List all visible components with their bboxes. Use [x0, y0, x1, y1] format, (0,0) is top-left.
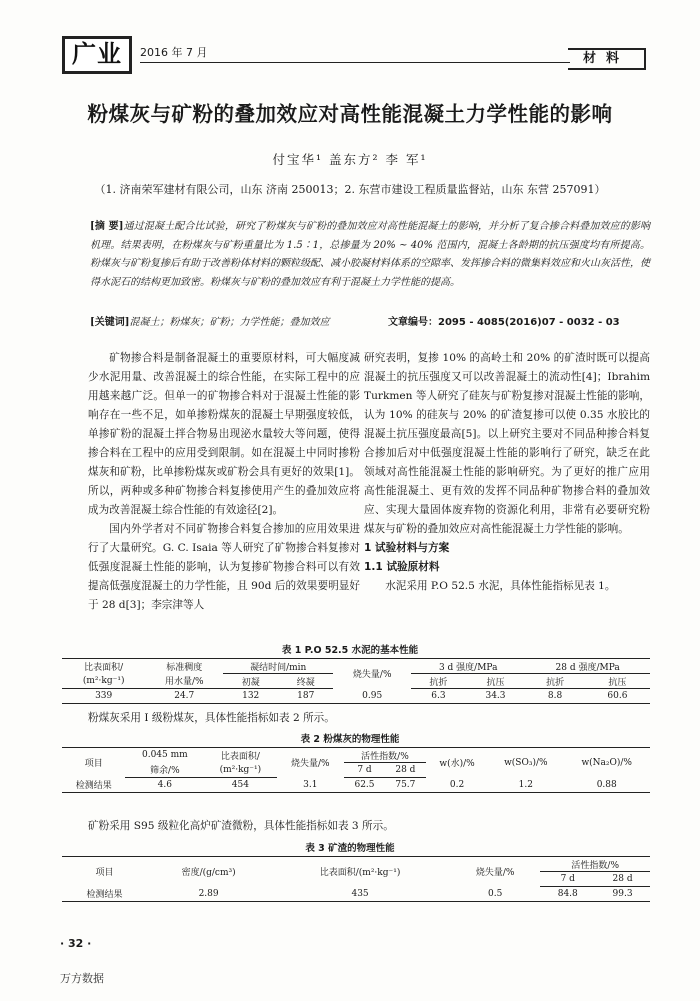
table3-cell: 84.8: [557, 889, 578, 899]
abstract: [90, 218, 650, 292]
table3-header: 活性指数/%: [540, 857, 650, 872]
body-column-left: [88, 349, 360, 615]
table3-header: 比表面积/(m²·kg⁻¹): [319, 868, 401, 879]
table3-caption: 表 3 矿渣的物理性能: [305, 843, 395, 854]
body-paragraph: 水泥采用 P.O 52.5 水泥，具体性能指标见表 1。: [385, 580, 616, 592]
body-paragraph: 矿物掺合料是制备混凝土的重要原材料，可大幅度减少水泥用量、改善混凝土的综合性能，在实际工程中的应用越来越广泛。但单一的矿物掺合料对于混凝土性能的影响存在一些不足，如单掺粉煤灰的混凝土早期强度较低，单掺矿粉的混凝土拌合物易出现泌水量较大等问题，使得掺合料在工程中的应用受到限制。如在混凝土中同时掺粉煤灰和矿粉，比单掺粉煤灰或矿粉会具有更好的效果[1]。所以，两种或多种矿物掺合料复掺使用产生的叠加效应将成为改善混凝土综合性能的有效途径[2]。: [88, 352, 360, 516]
affiliation: （1. 济南荣军建材有限公司，山东 济南 250013；2. 东营市建设工程质量监督站，山东 东营 257091）: [94, 183, 606, 196]
footer-watermark: 万方数据: [60, 972, 104, 985]
body-paragraph: 国内外学者对不同矿物掺合料复合掺加的应用效果进行了大量研究。G. C. Isaia 等人研究了矿物掺合料复掺对低强度混凝土性能的影响，认为复掺矿物掺合料可以有效提高低强度混凝土的力学性能，且 90d 后的效果要明显好于 28 d[3]；李宗津等人: [88, 523, 360, 611]
table2-header: 筛余/%: [125, 763, 204, 778]
table3-cell: 检测结果: [86, 890, 123, 901]
table1-header: 抗折: [525, 674, 585, 689]
header-date: 2016 年 7 月: [140, 46, 208, 59]
abstract-label: [摘 要]: [90, 221, 124, 232]
table1-cell: 187: [297, 691, 315, 701]
table3-cell: 99.3: [612, 889, 633, 899]
table2-cell: 454: [231, 780, 249, 790]
table1-cell: 24.7: [174, 691, 195, 701]
table2-cell: 3.1: [303, 779, 318, 790]
table2-header: w(SO₃)/%: [504, 757, 548, 768]
keywords-text: 混凝土；粉煤灰；矿粉；力学性能；叠加效应: [129, 317, 330, 328]
table-row: [62, 778, 650, 793]
table2-header: w(水)/%: [439, 759, 475, 770]
table2-header: 7 d: [344, 763, 385, 778]
table2-header: 活性指数/%: [344, 748, 426, 763]
table2: [62, 747, 650, 793]
table1-header: 抗压: [466, 674, 526, 689]
table2-header: 28 d: [385, 763, 426, 778]
table1-header: 初凝: [223, 674, 278, 689]
table1-caption: 表 1 P.O 52.5 水泥的基本性能: [281, 645, 419, 656]
table3-header: 28 d: [595, 872, 650, 887]
table1-cell: 0.95: [362, 690, 383, 701]
table1-header: 终凝: [278, 674, 333, 689]
table-row: [62, 689, 650, 704]
section-heading: 1 试验材料与方案: [364, 542, 450, 554]
header-rule: [140, 62, 570, 63]
table3-cell: 2.89: [198, 888, 219, 899]
table2-cell: 75.7: [395, 780, 416, 790]
table1-header: 抗压: [585, 674, 650, 689]
journal-logo: 广业: [62, 36, 132, 74]
table2-cell: 4.6: [157, 780, 172, 790]
body-column-right: [364, 349, 650, 596]
table1-header: 28 d 强度/MPa: [525, 659, 650, 674]
table3-cell: 435: [351, 888, 369, 899]
table2-cell: 1.2: [518, 779, 533, 790]
authors: 付宝华¹ 盖东方² 李 军¹: [272, 152, 428, 167]
table1-cell: 60.6: [607, 691, 628, 701]
table1-header: 比表面积/: [84, 662, 124, 673]
table1-header: (m²·kg⁻¹): [62, 674, 145, 689]
table2-header: 烧失量/%: [291, 759, 330, 770]
body-paragraph: 粉煤灰采用 I 级粉煤灰，具体性能指标如表 2 所示。: [88, 712, 335, 724]
table1-cell: 6.3: [431, 691, 446, 701]
body-paragraph: 研究表明，复掺 10% 的高岭土和 20% 的矿渣时既可以提高混凝土的抗压强度又可以改善混凝土的流动性[4]；Ibrahim Turkmen 等人研究了硅灰与矿粉复掺对混凝土性能的影响，认为 10% 的硅灰与 20% 的矿渣复掺可以使 0.35 水胶比的混凝土抗压强度最高[5]。以上研究主要对不同品种掺合料复合掺加后对中低强度混凝土性能的影响行了研究，缺乏在此领域对高性能混凝土性能的影响研究。为了更好的推广应用高性能混凝土、更有效的发挥不同品种矿物掺合料的叠加效应、实现大量固体废弃物的资源化利用，非常有必要研究粉煤灰与矿粉的叠加效应对高性能混凝土力学性能的影响。: [364, 352, 650, 535]
table-row: [62, 887, 650, 902]
table2-cell: 0.2: [449, 779, 465, 790]
table1-cell: 8.8: [547, 691, 563, 701]
table2-cell: 检测结果: [75, 781, 112, 792]
table1-header: 标准稠度: [166, 662, 203, 673]
abstract-text: 通过混凝土配合比试验，研究了粉煤灰与矿粉的叠加效应对高性能混凝土的影响，并分析了复合掺合料叠加效应的影响机理。结果表明，在粉煤灰与矿粉重量比为 1.5∶1，总掺量为 20% ~ 40% 范围内，混凝土各龄期的抗压强度均有所提高。粉煤灰与矿粉复掺后有助于改善粉体材料的颗粒级配、减小胶凝材料体系的空隙率、发挥掺合料的微集料效应和火山灰活性，使得水泥石的结构更加致密。粉煤灰与矿粉的叠加效应有利于混凝土力学性能的提高。: [90, 221, 650, 288]
page-number: · 32 ·: [60, 937, 92, 950]
table3-header: 7 d: [540, 872, 595, 887]
paper-title: 粉煤灰与矿粉的叠加效应对高性能混凝土力学性能的影响: [87, 102, 613, 126]
table2-header: 比表面积/: [220, 751, 260, 762]
table1-header: 抗折: [411, 674, 466, 689]
table2-cell: 62.5: [354, 780, 375, 790]
table2-cell: 0.88: [596, 779, 617, 790]
table2-caption: 表 2 粉煤灰的物理性能: [300, 734, 400, 745]
table2-header: 项目: [84, 759, 103, 770]
table1-cell: 339: [95, 691, 113, 701]
table3-header: 项目: [95, 868, 114, 879]
table3-cell: 0.5: [488, 888, 503, 899]
table3-header: 烧失量/%: [475, 868, 515, 879]
keywords-label: [关键词]: [90, 317, 130, 328]
table1-cell: 132: [242, 691, 260, 701]
table3: [62, 856, 650, 902]
table2-header: (m²·kg⁻¹): [204, 763, 276, 778]
header-section: 材料: [568, 48, 646, 70]
table1-header: 3 d 强度/MPa: [411, 659, 525, 674]
table1: [62, 658, 650, 704]
article-number: 文章编号：2095 - 4085(2016)07 - 0032 - 03: [388, 317, 620, 328]
table2-header: w(Na₂O)/%: [581, 757, 632, 768]
body-paragraph: 矿粉采用 S95 级粒化高炉矿渣微粉，具体性能指标如表 3 所示。: [88, 820, 394, 832]
table3-header: 密度/(g/cm³): [181, 868, 236, 879]
table1-header: 烧失量/%: [352, 670, 392, 681]
table2-header: 0.045 mm: [141, 750, 188, 761]
table1-header: 凝结时间/min: [223, 659, 333, 674]
table1-header: 用水量/%: [145, 674, 223, 689]
subsection-heading: 1.1 试验原材料: [364, 561, 440, 573]
table1-cell: 34.3: [485, 691, 506, 701]
